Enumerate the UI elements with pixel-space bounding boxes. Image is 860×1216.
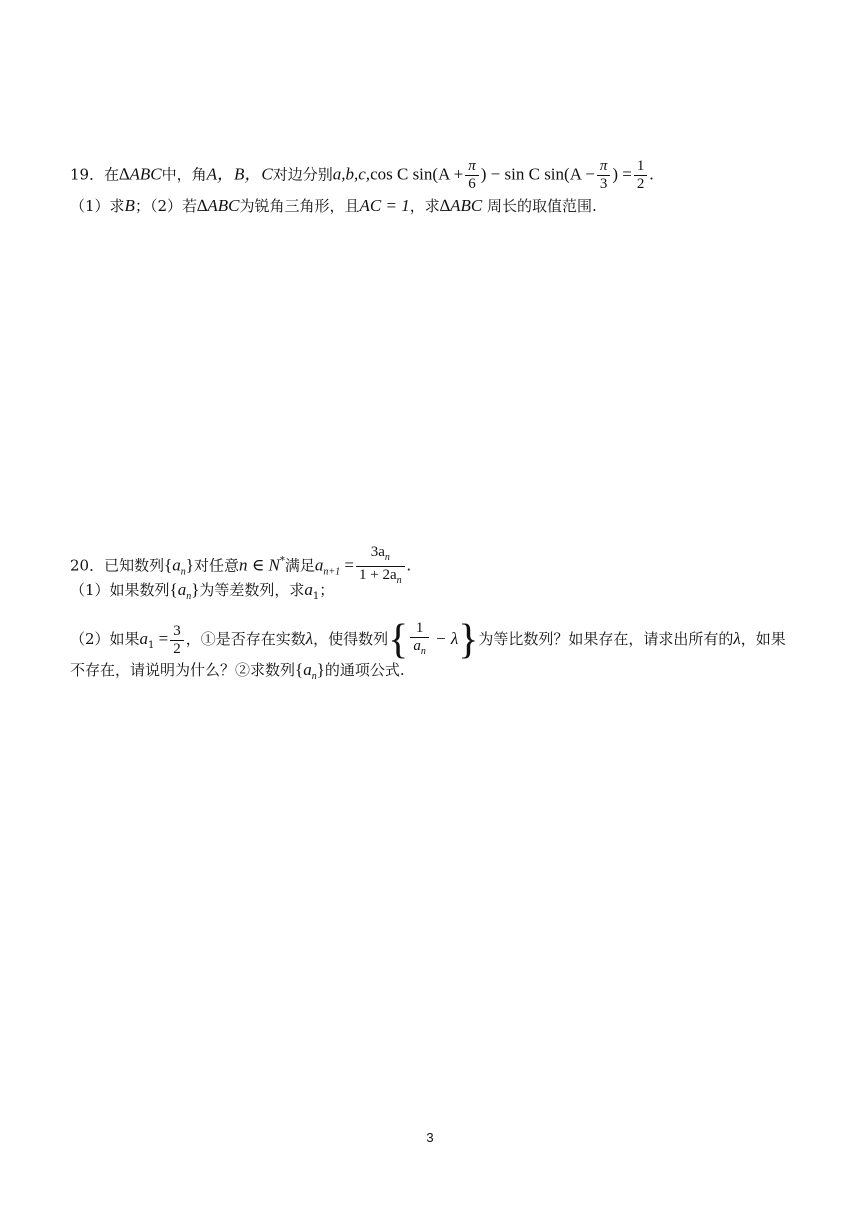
fraction-pi-over-6: $\frac{\pi}{6}$	[465, 158, 479, 193]
question-19-line-1: 19．在∆ABC中，角A，B，C对边分别a,b,c,cos C sin(A + $\frac{\pi}{6}$ ) − sin C sin(A − $\frac{\pi}{3}$ ) = $\frac{1}{2}$ .	[70, 158, 654, 192]
fraction-three-halves: $\frac{3}{2}$	[170, 623, 184, 658]
question-20-line-2: （1）如果数列$\{a_n\}$为等差数列，求$a_1$；	[70, 580, 335, 602]
question-20-line-4: 不存在，请说明为什么？②求数列$\{a_n\}$的通项公式.	[70, 660, 405, 682]
question-19-line-2: （1）求B；（2）若∆ABC为锐角三角形，且AC = 1，求∆ABC 周长的取值范围.	[70, 196, 597, 215]
page-number: 3	[426, 1130, 434, 1145]
question-20-line-3: （2）如果$a_1$ = $\frac{3}{2}$ ，①是否存在实数λ，使得数列{ $\frac{1}{a_n}$ − λ}为等比数列？如果存在，请求出所有的λ，如果	[70, 617, 786, 663]
fraction-one-over-an: $\frac{1}{a_n}$	[410, 620, 429, 660]
question-number: 19．	[70, 165, 105, 184]
question-number: 20．	[70, 556, 105, 575]
fraction-recurrence: $\frac{3a_n}{1 + 2a_n}$	[356, 544, 405, 589]
fraction-one-half: $\frac{1}{2}$	[634, 158, 648, 193]
fraction-pi-over-3: $\frac{\pi}{3}$	[597, 158, 611, 193]
question-20-line-1: 20．已知数列$\{a_n\}$对任意n ∈ N*满足$a_{n+1}$ = $\frac{3a_n}{1 + 2a_n}$ .	[70, 544, 411, 589]
